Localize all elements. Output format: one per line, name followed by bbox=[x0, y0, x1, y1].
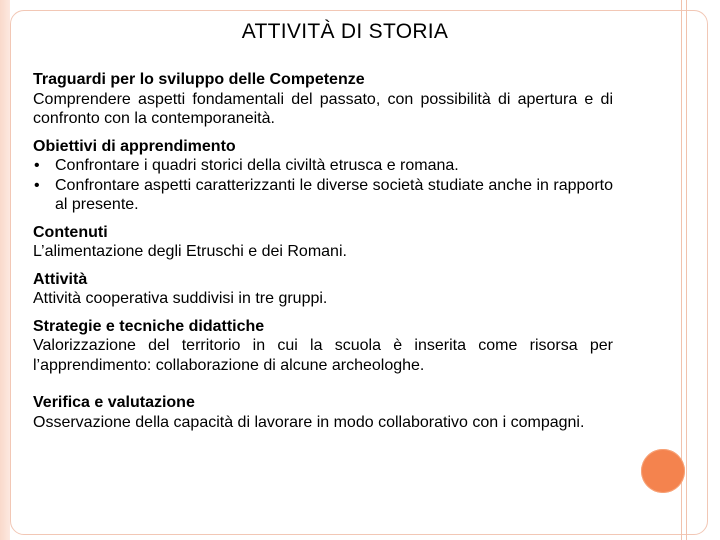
list-item: • Confrontare i quadri storici della civiltà etrusca e romana. bbox=[33, 156, 613, 176]
section-text: Valorizzazione del territorio in cui la scuola è inserita come risorsa per l’apprendimento: collaborazione di alcune archeologhe. bbox=[33, 337, 613, 374]
section-strategie bbox=[33, 317, 613, 376]
section-heading: Verifica e valutazione bbox=[33, 394, 195, 411]
decorative-left-strip bbox=[0, 0, 10, 540]
section-verifica bbox=[33, 393, 613, 432]
section-obiettivi bbox=[33, 137, 613, 215]
page-title: ATTIVITÀ DI STORIA bbox=[241, 20, 449, 43]
section-heading: Attività bbox=[33, 270, 88, 288]
section-text: L’alimentazione degli Etruschi e dei Romani. bbox=[33, 243, 347, 260]
slide-content bbox=[33, 70, 613, 440]
section-heading: Strategie e tecniche didattiche bbox=[33, 317, 265, 335]
decorative-rail-line-second bbox=[686, 0, 687, 540]
decorative-orange-circle bbox=[641, 449, 685, 493]
section-traguardi bbox=[33, 70, 613, 129]
section-contenuti bbox=[33, 223, 613, 262]
section-attivita bbox=[33, 270, 613, 309]
bullet-list bbox=[33, 156, 613, 215]
section-text: Comprendere aspetti fondamentali del passato, con possibilità di apertura e di confronto con la contemporaneità. bbox=[33, 90, 613, 127]
list-item: • Confrontare aspetti caratterizzanti le diverse società studiate anche in rapporto al presente. bbox=[33, 176, 613, 215]
section-heading: Traguardi per lo sviluppo delle Competenze bbox=[33, 71, 365, 88]
section-heading: Obiettivi di apprendimento bbox=[33, 137, 236, 155]
section-text: Osservazione della capacità di lavorare in modo collaborativo con i compagni. bbox=[33, 413, 585, 431]
section-text: Attività cooperativa suddivisi in tre gruppi. bbox=[33, 290, 328, 307]
section-heading: Contenuti bbox=[33, 223, 108, 241]
